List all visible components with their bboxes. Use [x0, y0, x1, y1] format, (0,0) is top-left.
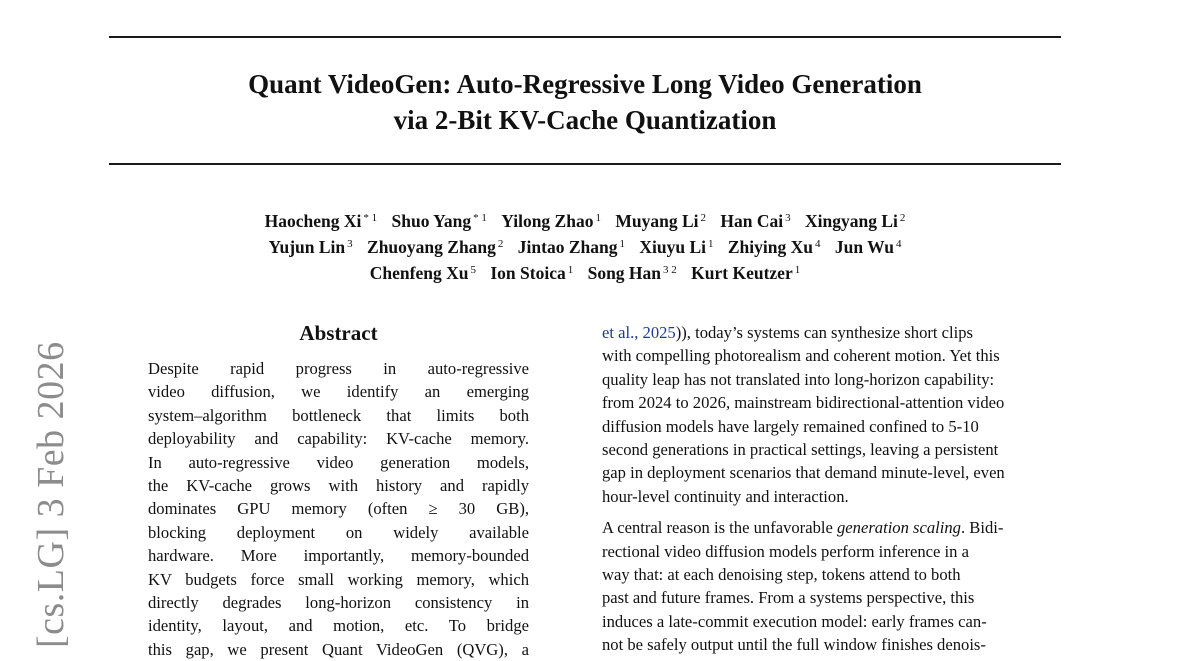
body-line-text: . Bidi- [960, 518, 1004, 538]
paper-title-line-1: Quant VideoGen: Auto-Regressive Long Video Generation [248, 69, 922, 99]
body-line: gap in deployment scenarios that demand minute-level, even [602, 463, 1005, 483]
body-line: rectional video diffusion models perform inference in a [602, 541, 969, 561]
author-name: Kurt Keutzer [691, 263, 793, 283]
author-name: Zhuoyang Zhang [367, 237, 496, 257]
author-affiliation: 4 [814, 238, 821, 250]
author-name: Haocheng Xi [264, 211, 362, 231]
body-line: second generations in practical settings, leaving a persistent [602, 440, 999, 460]
author-affiliation: * 1 [473, 212, 487, 224]
author [728, 237, 821, 257]
abstract-text [148, 357, 529, 661]
author-affiliation: 1 [707, 238, 714, 250]
author-line-2 [109, 233, 1061, 259]
author-name: Shuo Yang [391, 211, 472, 231]
abstract-line: the KV-cache grows with history and rapidly [148, 476, 529, 496]
body-line-text: A central reason is the unfavorable [602, 518, 837, 538]
body-line [602, 321, 1063, 344]
author-line-1 [109, 207, 1061, 233]
author-affiliation: 3 [785, 212, 791, 224]
body-line: way that: at each denoising step, tokens attend to both [602, 565, 961, 585]
abstract-line: system–algorithm bottleneck that limits both [148, 405, 529, 425]
author-affiliation: 2 [899, 212, 906, 224]
author [720, 211, 790, 231]
abstract-line: blocking deployment on widely available [148, 522, 529, 542]
body-line: not be safely output until the full window finishes denois- [602, 635, 986, 655]
author [691, 263, 800, 283]
body-line: hour-level continuity and interaction. [602, 486, 849, 506]
paper-title-line-2: via 2-Bit KV-Cache Quantization [393, 105, 777, 135]
author [588, 263, 677, 283]
abstract-line: directly degrades long-horizon consistency in [148, 593, 529, 613]
body-line: from 2024 to 2026, mainstream bidirectional-attention video [602, 393, 1005, 413]
author [392, 211, 487, 231]
body-line: quality leap has not translated into long-horizon capability: [602, 369, 995, 389]
intro-paragraph-1 [602, 321, 1063, 508]
author [370, 263, 476, 283]
author-name: Jun Wu [834, 237, 895, 257]
author [268, 237, 352, 257]
abstract-heading: Abstract [299, 321, 378, 345]
title-rule-bottom [109, 163, 1061, 165]
author-affiliation: 2 [700, 212, 706, 224]
author-affiliation: 1 [619, 238, 625, 250]
author-affiliation: * 1 [363, 212, 378, 224]
author-affiliation: 4 [896, 238, 902, 250]
intro-text-column [602, 321, 1063, 657]
emphasis-term: generation scaling [837, 518, 961, 538]
arxiv-side-stamp: [cs.LG] 3 Feb 2026 [30, 341, 72, 648]
author-affiliation: 1 [794, 264, 801, 276]
abstract-line: deployability and capability: KV-cache memory. [148, 429, 529, 449]
author [265, 211, 378, 231]
author [490, 263, 573, 283]
citation-link[interactable]: et al., 2025 [602, 323, 676, 342]
author-list [109, 207, 1061, 285]
body-line-text: )), today’s systems can synthesize short clips [675, 323, 973, 342]
author [367, 237, 503, 257]
author-name: Xingyang Li [804, 211, 898, 231]
author-affiliation: 5 [470, 264, 476, 276]
author [518, 237, 625, 257]
body-line: past and future frames. From a systems perspective, this [602, 588, 975, 608]
author-affiliation: 2 [497, 238, 504, 250]
author-name: Zhiying Xu [727, 237, 813, 257]
paper-title [109, 66, 1061, 138]
author-affiliation: 3 2 [663, 264, 677, 276]
abstract-line: hardware. More importantly, memory-bounded [148, 546, 529, 566]
author-name: Yilong Zhao [501, 211, 594, 231]
intro-paragraph-2 [602, 516, 1063, 656]
abstract-line: In auto-regressive video generation models, [148, 452, 529, 472]
abstract-line: this gap, we present Quant VideoGen (QVG), a [148, 639, 529, 659]
body-line [602, 516, 1063, 539]
author-name: Ion Stoica [490, 263, 566, 283]
abstract-line: Despite rapid progress in auto-regressive [148, 359, 529, 378]
author [639, 237, 713, 257]
author-name: Yujun Lin [268, 237, 346, 257]
abstract-line: dominates GPU memory (often ≥ 30 GB), [148, 499, 529, 519]
author [501, 211, 601, 231]
title-rule-top [109, 36, 1061, 38]
author [835, 237, 902, 257]
author-name: Chenfeng Xu [369, 263, 469, 283]
abstract-line: video diffusion, we identify an emerging [148, 382, 529, 402]
author-line-3 [109, 259, 1061, 285]
author [615, 211, 706, 231]
author-name: Han Cai [720, 211, 784, 231]
author [805, 211, 905, 231]
abstract-line: identity, layout, and motion, etc. To bridge [148, 616, 529, 636]
abstract-line: KV budgets force small working memory, which [148, 569, 529, 589]
author-name: Xiuyu Li [639, 237, 706, 257]
author-affiliation: 3 [347, 238, 353, 250]
author-affiliation: 1 [567, 264, 574, 276]
author-name: Song Han [587, 263, 662, 283]
body-line: diffusion models have largely remained confined to 5-10 [602, 416, 979, 436]
author-name: Muyang Li [615, 211, 699, 231]
body-line: induces a late-commit execution model: early frames can- [602, 611, 987, 631]
author-name: Jintao Zhang [517, 237, 618, 257]
body-line: with compelling photorealism and coherent motion. Yet this [602, 346, 1000, 366]
author-affiliation: 1 [595, 212, 601, 224]
